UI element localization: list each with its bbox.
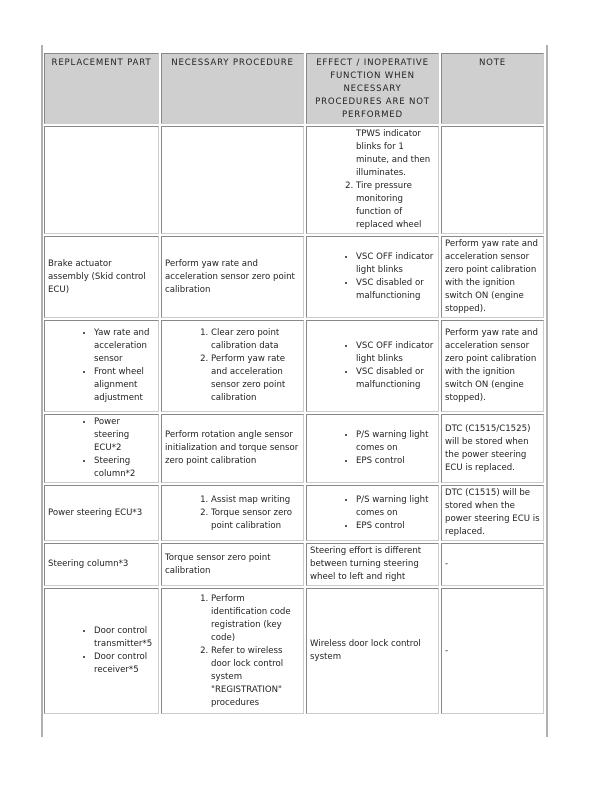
cell-effect [306,320,439,412]
table-row [44,414,544,483]
header-necessary-procedure: NECESSARY PROCEDURE [161,53,304,124]
cell-necessary-procedure: Perform rotation angle sensor initialization and torque sensor zero point calibration [161,414,304,483]
list-item: 1. Perform identification code registration (key code) [211,593,300,645]
list-item: • Steering column*2 [94,455,155,481]
list-item: • Door control receiver*5 [94,651,155,677]
numbered-list [310,128,435,232]
list-item: • Door control transmitter*5 [94,625,155,651]
cell-replacement-part [44,414,159,483]
cell-replacement-part [44,320,159,412]
cell-effect: Wireless door lock control system [306,588,439,714]
cell-effect [306,236,439,318]
cell-effect: Steering effort is different between turning steering wheel to left and right [306,543,439,586]
table-row [44,236,544,318]
replacement-procedure-table [42,51,546,716]
cell-note [441,126,544,234]
cell-replacement-part: Brake actuator assembly (Skid control ECU) [44,236,159,318]
list-item: 1. Clear zero point calibration data [211,327,300,353]
table-row [44,588,544,714]
list-item: 2. Tire pressure monitoring function of replaced wheel [356,180,435,232]
list-item: • EPS control [356,455,435,468]
table-row [44,543,544,586]
list-item: • Yaw rate and acceleration sensor [94,327,155,366]
cell-note: - [441,588,544,714]
bullet-list [310,340,435,392]
list-item: • Front wheel alignment adjustment [94,366,155,405]
cell-effect [306,414,439,483]
list-item: 2. Refer to wireless door lock control system "REGISTRATION" procedures [211,645,300,710]
cell-necessary-procedure [161,126,304,234]
bullet-list [310,251,435,303]
list-item: • VSC OFF indicator light blinks [356,251,435,277]
list-item: • P/S warning light comes on [356,429,435,455]
cell-note: DTC (C1515/C1525) will be stored when the power steering ECU is replaced. [441,414,544,483]
bullet-list [48,327,155,405]
numbered-list [165,593,300,710]
list-item: • EPS control [356,520,435,533]
table-row [44,320,544,412]
bullet-list [310,494,435,533]
cell-effect [306,485,439,541]
list-item: • VSC disabled or malfunctioning [356,277,435,303]
cell-necessary-procedure [161,588,304,714]
cell-necessary-procedure [161,485,304,541]
list-item: • Power steering ECU*2 [94,416,155,455]
cell-replacement-part: Power steering ECU*3 [44,485,159,541]
cell-replacement-part [44,588,159,714]
cell-note: Perform yaw rate and acceleration sensor zero point calibration with the ignition switch ON (engine stopped). [441,236,544,318]
list-item: • P/S warning light comes on [356,494,435,520]
cell-replacement-part: Steering column*3 [44,543,159,586]
cell-effect [306,126,439,234]
list-item: 2. Perform yaw rate and acceleration sensor zero point calibration [211,353,300,405]
numbered-list [165,494,300,533]
bullet-list [48,416,155,481]
cell-note: Perform yaw rate and acceleration sensor zero point calibration with the ignition switch ON (engine stopped). [441,320,544,412]
cell-necessary-procedure: Perform yaw rate and acceleration sensor zero point calibration [161,236,304,318]
cell-note: - [441,543,544,586]
bullet-list [310,429,435,468]
list-item: • VSC OFF indicator light blinks [356,340,435,366]
header-effect: EFFECT / INOPERATIVE FUNCTION WHEN NECESSARY PROCEDURES ARE NOT PERFORMED [306,53,439,124]
header-row [44,53,544,124]
cell-replacement-part [44,126,159,234]
list-item: 1. Assist map writing [211,494,300,507]
table-row [44,126,544,234]
numbered-list [165,327,300,405]
list-item: TPWS indicator blinks for 1 minute, and then illuminates. [356,129,431,178]
table-row [44,485,544,541]
header-note: NOTE [441,53,544,124]
list-item: • VSC disabled or malfunctioning [356,366,435,392]
cell-note: DTC (C1515) will be stored when the power steering ECU is replaced. [441,485,544,541]
list-item: 2. Torque sensor zero point calibration [211,507,300,533]
bullet-list [48,625,155,677]
cell-necessary-procedure: Torque sensor zero point calibration [161,543,304,586]
header-replacement-part: REPLACEMENT PART [44,53,159,124]
cell-necessary-procedure [161,320,304,412]
